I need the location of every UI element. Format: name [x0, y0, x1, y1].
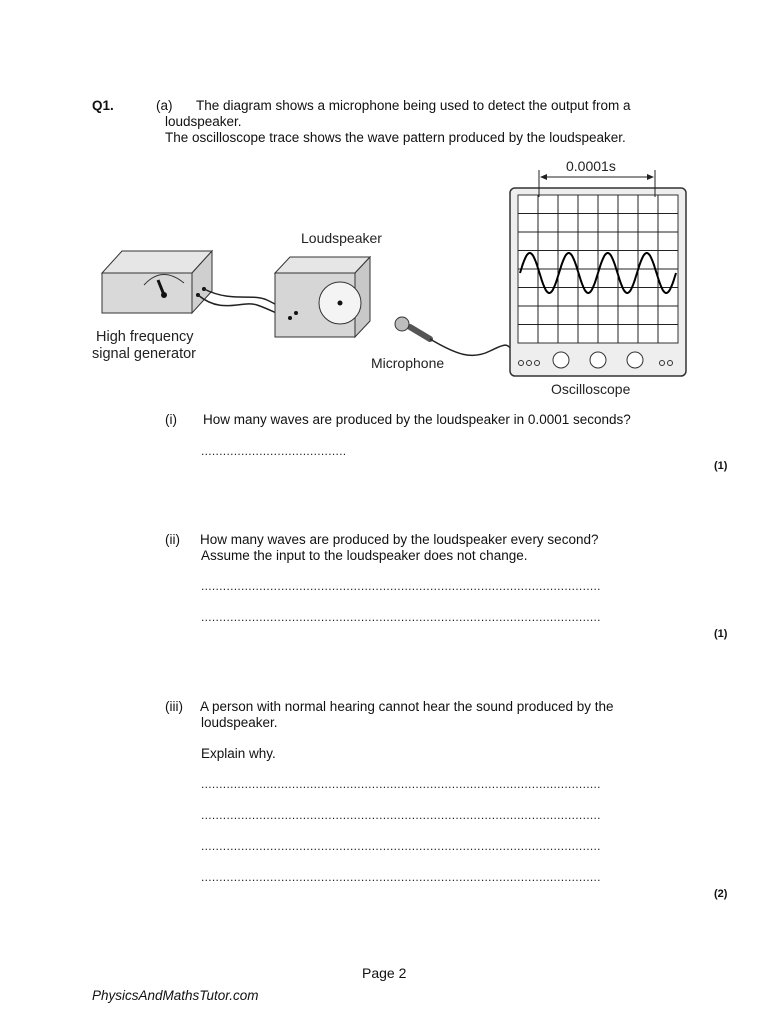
- microphone-label: Microphone: [371, 355, 445, 371]
- question-intro-line2: loudspeaker.: [165, 114, 242, 129]
- time-span-label: 0.0001s: [566, 158, 616, 174]
- footer-site-name: PhysicsAndMathsTutor.com: [92, 988, 259, 1003]
- question-number: Q1.: [92, 98, 114, 113]
- generator-label-line2: signal generator: [92, 346, 196, 362]
- answer-line-iii-4[interactable]: ..............................................................................................................: [201, 870, 601, 884]
- answer-line-iii-2[interactable]: ..............................................................................................................: [201, 808, 601, 822]
- answer-line-ii-1[interactable]: ..............................................................................................................: [201, 579, 601, 593]
- answer-line-iii-3[interactable]: ..............................................................................................................: [201, 839, 601, 853]
- sub-question-i-text: How many waves are produced by the loudspeaker in 0.0001 seconds?: [203, 412, 631, 427]
- sub-question-iii-label: (iii): [165, 699, 183, 714]
- answer-line-ii-2[interactable]: ..............................................................................................................: [201, 610, 601, 624]
- microphone-icon: [395, 317, 430, 339]
- oscilloscope: [510, 188, 686, 376]
- sub-question-i-label: (i): [165, 412, 177, 427]
- oscilloscope-label: Oscilloscope: [551, 381, 631, 397]
- sub-question-ii-label: (ii): [165, 532, 180, 547]
- loudspeaker-label: Loudspeaker: [301, 230, 382, 246]
- sub-question-iii-explain: Explain why.: [201, 746, 276, 761]
- question-intro-line1: The diagram shows a microphone being used to detect the output from a: [196, 98, 631, 113]
- marks-i: (1): [714, 460, 728, 472]
- sub-question-ii-text-line1: How many waves are produced by the loudspeaker every second?: [200, 532, 599, 547]
- answer-line-i[interactable]: ........................................: [201, 444, 347, 458]
- sub-question-ii-text-line2: Assume the input to the loudspeaker does not change.: [201, 548, 528, 563]
- generator-label-line1: High frequency: [96, 329, 194, 345]
- loudspeaker: [275, 257, 370, 337]
- page-number: Page 2: [362, 965, 407, 981]
- question-part-label: (a): [156, 98, 173, 113]
- sub-question-iii-text-line2: loudspeaker.: [201, 715, 278, 730]
- signal-generator: [102, 251, 212, 313]
- marks-iii: (2): [714, 888, 728, 900]
- apparatus-diagram: [92, 155, 688, 403]
- sub-question-iii-text-line1: A person with normal hearing cannot hear the sound produced by the: [200, 699, 614, 714]
- question-intro-line3: The oscilloscope trace shows the wave pattern produced by the loudspeaker.: [165, 130, 626, 145]
- answer-line-iii-1[interactable]: ..............................................................................................................: [201, 777, 601, 791]
- marks-ii: (1): [714, 628, 728, 640]
